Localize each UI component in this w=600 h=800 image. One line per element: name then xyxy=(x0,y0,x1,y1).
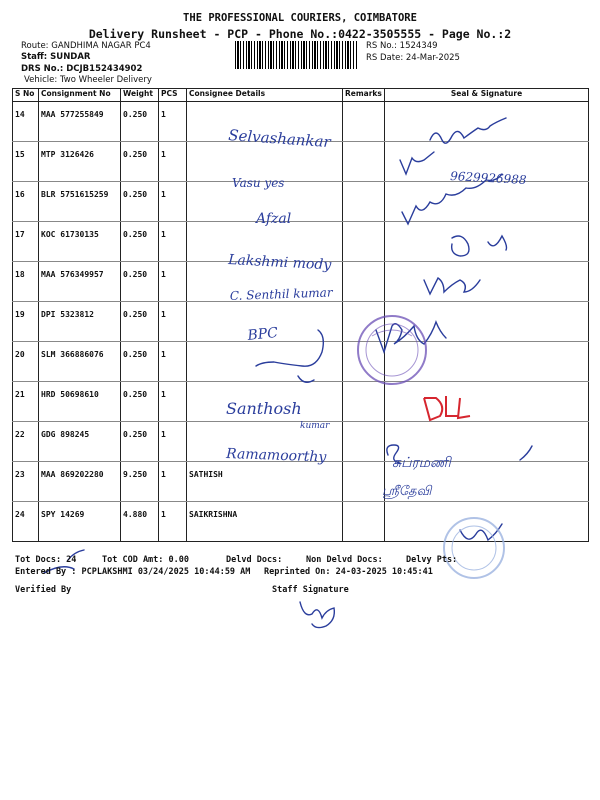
cell-consignment: KOC 61730135 xyxy=(39,222,121,262)
handwritten-name: Afzal xyxy=(256,211,292,227)
drs-number: DRS No.: DCJB152434902 xyxy=(21,64,143,74)
signature-scribble xyxy=(400,152,434,174)
cell-consignee: SATHISH xyxy=(187,462,343,502)
cell-sno: 22 xyxy=(13,422,39,462)
cell-weight: 0.250 xyxy=(121,382,159,422)
cell-weight: 0.250 xyxy=(121,262,159,302)
cell-consignment: MTP 3126426 xyxy=(39,142,121,182)
signature-scribble xyxy=(300,602,334,628)
cell-pcs: 1 xyxy=(159,142,187,182)
rs-number: RS No.: 1524349 xyxy=(366,41,438,51)
handwritten-name: kumar xyxy=(300,421,330,431)
staff-label: Staff: SUNDAR xyxy=(21,52,91,62)
col-header-weight: Weight xyxy=(121,89,159,102)
cell-pcs: 1 xyxy=(159,422,187,462)
verified-by-label: Verified By xyxy=(15,585,72,595)
cell-weight: 0.250 xyxy=(121,142,159,182)
non-delivered-docs: Non Delvd Docs: xyxy=(306,555,383,565)
cell-pcs: 1 xyxy=(159,462,187,502)
cell-weight: 0.250 xyxy=(121,222,159,262)
cell-consignment: MAA 869202280 xyxy=(39,462,121,502)
handwritten-phone: 9629926988 xyxy=(449,169,527,187)
handwritten-name: C. Senthil kumar xyxy=(229,285,333,303)
handwritten-name: BPC xyxy=(246,324,279,344)
signature-scribble xyxy=(430,118,506,143)
handwritten-name: Selvashankar xyxy=(227,126,332,152)
col-header-consignee: Consignee Details xyxy=(187,89,343,102)
company-title: THE PROFESSIONAL COURIERS, COIMBATORE xyxy=(183,12,417,24)
cell-pcs: 1 xyxy=(159,502,187,542)
cell-consignment: DPI 5323812 xyxy=(39,302,121,342)
cell-consignment: BLR 5751615259 xyxy=(39,182,121,222)
cell-weight: 0.250 xyxy=(121,342,159,382)
cell-sno: 21 xyxy=(13,382,39,422)
runsheet-subtitle: Delivery Runsheet - PCP - Phone No.:0422-3505555 - Page No.:2 xyxy=(88,27,512,41)
faint-round-stamp xyxy=(444,518,504,578)
vehicle-label: Vehicle: Two Wheeler Delivery xyxy=(24,75,152,85)
delivered-docs: Delvd Docs: xyxy=(226,555,283,565)
cell-sno: 23 xyxy=(13,462,39,502)
handwritten-name: Vasu yes xyxy=(232,176,285,190)
handwritten-tamil-name: சுப்ரமணி xyxy=(392,455,451,471)
cell-pcs: 1 xyxy=(159,102,187,142)
col-header-seal-signature: Seal & Signature xyxy=(385,89,589,102)
handwritten-name: Santhosh xyxy=(226,399,302,418)
handwritten-tamil-name: ஸ்ரீதேவி xyxy=(382,484,432,499)
cell-weight: 0.250 xyxy=(121,302,159,342)
cell-weight: 0.250 xyxy=(121,422,159,462)
cell-consignment: SLM 366886076 xyxy=(39,342,121,382)
handwritten-name: Lakshmi mody xyxy=(227,252,332,274)
cell-sno: 24 xyxy=(13,502,39,542)
cell-sno: 15 xyxy=(13,142,39,182)
delivery-points: Delvy Pts: xyxy=(406,555,458,565)
staff-signature-label: Staff Signature xyxy=(272,585,349,595)
cell-sno: 20 xyxy=(13,342,39,382)
cell-pcs: 1 xyxy=(159,382,187,422)
cell-sno: 16 xyxy=(13,182,39,222)
col-header-pcs: PCS xyxy=(159,89,187,102)
cell-consignment: MAA 576349957 xyxy=(39,262,121,302)
cell-consignment: GDG 898245 xyxy=(39,422,121,462)
handwritten-name: Ramamoorthy xyxy=(225,446,327,466)
cell-consignment: MAA 577255849 xyxy=(39,102,121,142)
cell-consignee: SAIKRISHNA xyxy=(187,502,343,542)
cell-sno: 19 xyxy=(13,302,39,342)
col-header-sno: S No xyxy=(13,89,39,102)
total-docs: Tot Docs: 24 xyxy=(15,555,77,565)
signature-scribble xyxy=(376,322,446,352)
cell-pcs: 1 xyxy=(159,222,187,262)
cell-pcs: 1 xyxy=(159,182,187,222)
cell-weight: 4.880 xyxy=(121,502,159,542)
cell-pcs: 1 xyxy=(159,262,187,302)
cell-pcs: 1 xyxy=(159,342,187,382)
cell-consignment: HRD 50698610 xyxy=(39,382,121,422)
cell-pcs: 1 xyxy=(159,302,187,342)
cell-consignment: SPY 14269 xyxy=(39,502,121,542)
entered-by: Entered By : PCPLAKSHMI 03/24/2025 10:44:59 AM xyxy=(15,567,251,577)
cell-sno: 17 xyxy=(13,222,39,262)
cell-sno: 14 xyxy=(13,102,39,142)
cell-weight: 0.250 xyxy=(121,102,159,142)
reprinted-on: Reprinted On: 24-03-2025 10:45:41 xyxy=(264,567,433,577)
col-header-consignment: Consignment No xyxy=(39,89,121,102)
signature-scribble xyxy=(424,278,480,294)
red-stamp-mark xyxy=(424,396,470,420)
cell-weight: 9.250 xyxy=(121,462,159,502)
cell-sno: 18 xyxy=(13,262,39,302)
col-header-remarks: Remarks xyxy=(343,89,385,102)
rs-date: RS Date: 24-Mar-2025 xyxy=(366,53,460,63)
total-cod-amount: Tot COD Amt: 0.00 xyxy=(102,555,189,565)
signature-scribble xyxy=(452,236,507,256)
route-label: Route: GANDHIMA NAGAR PC4 xyxy=(21,41,151,51)
cell-weight: 0.250 xyxy=(121,182,159,222)
